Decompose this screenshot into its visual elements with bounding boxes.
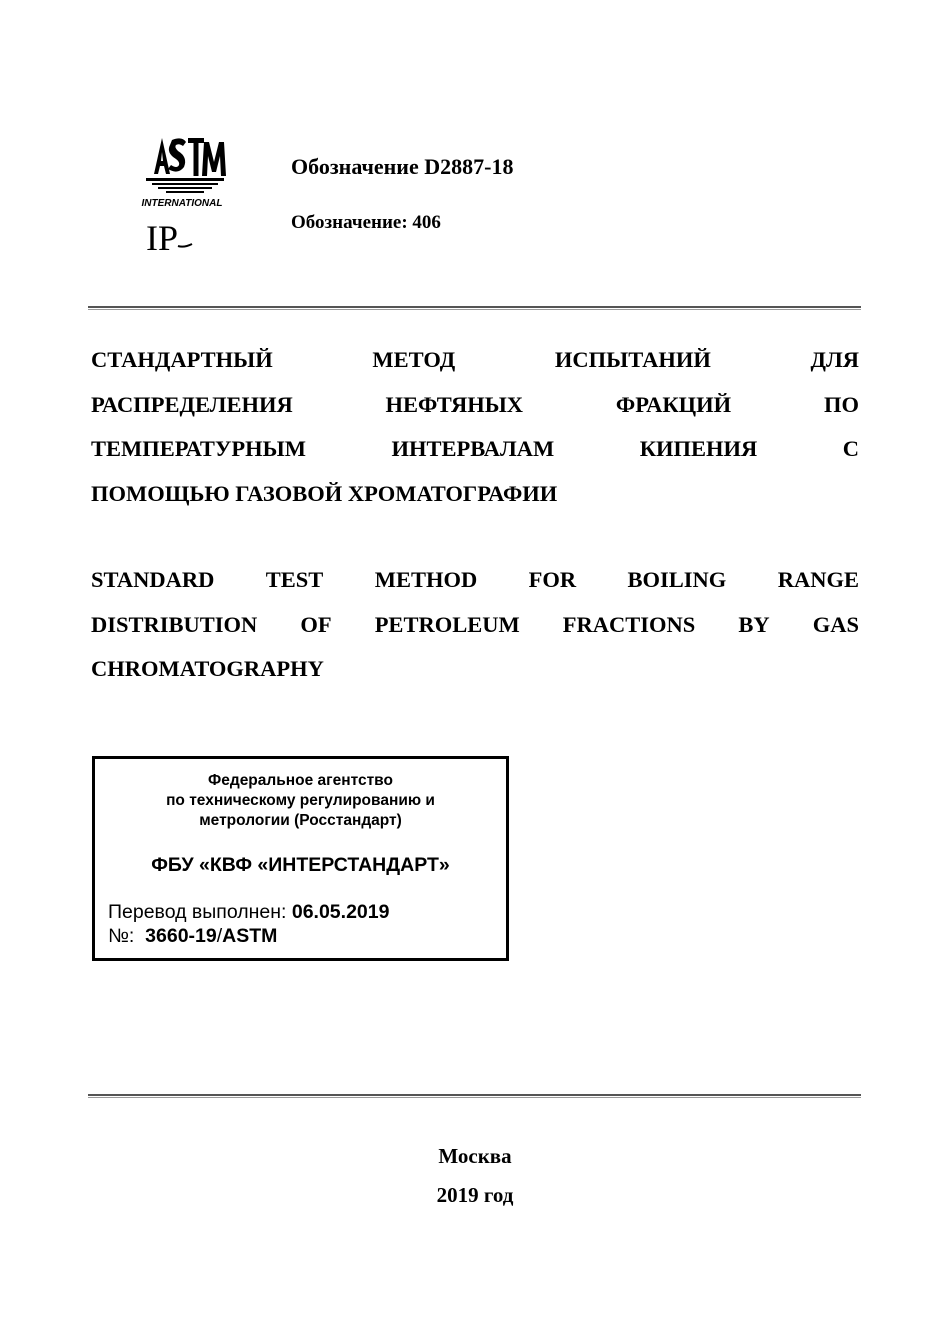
translation-number-label: №: xyxy=(108,925,146,947)
title-ru-line-3: ТЕМПЕРАТУРНЫМ ИНТЕРВАЛАМ КИПЕНИЯ С xyxy=(91,436,859,461)
astm-emblem xyxy=(146,138,226,193)
translation-date-label: Перевод выполнен: xyxy=(108,901,292,923)
title-russian xyxy=(91,338,859,516)
standard-designation: Обозначение D2887-18 xyxy=(291,154,514,179)
stamp-agency-line-2: по техническому регулированию и xyxy=(166,792,435,809)
translation-date-row xyxy=(108,900,389,924)
title-ru-line-4: ПОМОЩЬЮ ГАЗОВОЙ ХРОМАТОГРАФИИ xyxy=(91,480,558,506)
publication-year: 2019 год xyxy=(436,1183,514,1207)
logo-ip-swoosh xyxy=(178,244,192,247)
stamp-agency-line-1: Федеральное агентство xyxy=(208,772,393,789)
stamp-agency xyxy=(95,771,506,831)
title-ru-line-1: СТАНДАРТНЫЙ МЕТОД ИСПЫТАНИЙ ДЛЯ xyxy=(91,347,859,372)
astm-ip-logo xyxy=(132,128,228,256)
title-en-line-1: STANDARD TEST METHOD FOR BOILING RANGE xyxy=(91,567,859,592)
title-ru-line-2: РАСПРЕДЕЛЕНИЯ НЕФТЯНЫХ ФРАКЦИЙ ПО xyxy=(91,391,859,417)
top-divider xyxy=(88,306,861,308)
translation-number-suffix: ASTM xyxy=(222,925,278,947)
stamp-agency-line-3: метрологии (Росстандарт) xyxy=(199,812,402,829)
logo-international-text: INTERNATIONAL xyxy=(141,198,223,209)
translation-date: 06.05.2019 xyxy=(291,901,390,923)
translation-number-separator: / xyxy=(216,925,223,947)
publication-city: Москва xyxy=(438,1144,512,1168)
title-en-line-2: DISTRIBUTION OF PETROLEUM FRACTIONS BY GAS xyxy=(91,611,859,637)
translation-stamp xyxy=(92,756,509,961)
ip-designation: Обозначение: 406 xyxy=(291,212,441,233)
stamp-organization: ФБУ «КВФ «ИНТЕРСТАНДАРТ» xyxy=(151,854,450,876)
logo-ip-text: IP xyxy=(146,218,179,256)
bottom-divider xyxy=(88,1094,861,1096)
title-english xyxy=(91,558,859,692)
stamp-translation-info xyxy=(108,900,389,948)
translation-number: 3660-19 xyxy=(145,925,217,947)
translation-number-row xyxy=(108,924,389,948)
title-en-line-3: CHROMATOGRAPHY xyxy=(91,656,324,681)
